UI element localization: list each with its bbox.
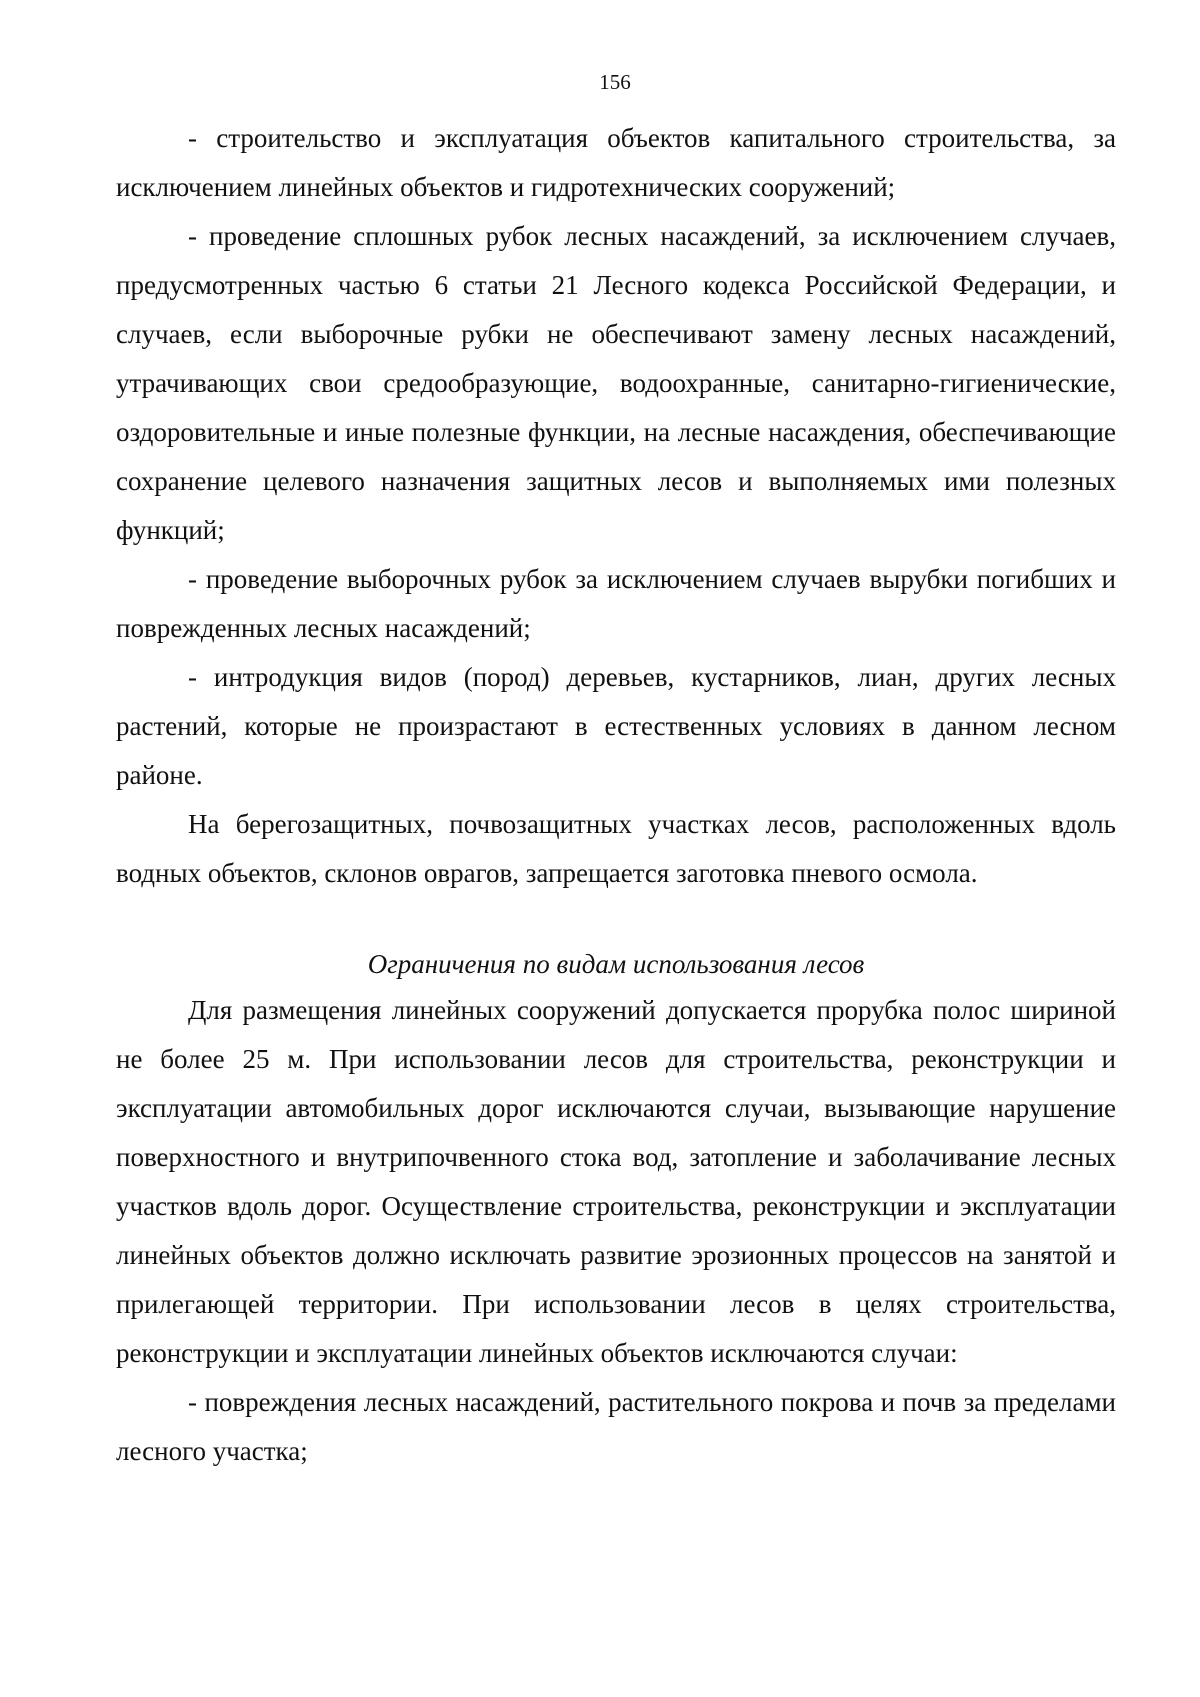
paragraph: На берегозащитных, почвозащитных участках лесов, расположенных вдоль водных объектов, склонов оврагов, запрещается заготовка пневого осмола.	[116, 809, 1116, 888]
paragraph: - проведение выборочных рубок за исключением случаев вырубки погибших и поврежденных лесных насаждений;	[116, 564, 1116, 643]
page-number: 156	[599, 70, 631, 94]
paragraph: - интродукция видов (пород) деревьев, кустарников, лиан, других лесных растений, которые не произрастают в естественных условиях в данном лесном районе.	[116, 662, 1116, 790]
document-body	[116, 114, 1116, 1476]
paragraph: - повреждения лесных насаждений, растительного покрова и почв за пределами лесного участка;	[116, 1387, 1116, 1466]
paragraph: - проведение сплошных рубок лесных насаждений, за исключением случаев, предусмотренных частью 6 статьи 21 Лесного кодекса Российской Федерации, и случаев, если выборочные рубки не обеспечивают замену лесных насаждений, утрачивающих свои средообразующие, водоохранные, санитарно-гигиенические, оздоровительные и иные полезные функции, на лесные насаждения, обеспечивающие сохранение целевого назначения защитных лесов и выполняемых ими полезных функций;	[116, 221, 1116, 545]
paragraph: Для размещения линейных сооружений допускается прорубка полос шириной не более 25 м. При использовании лесов для строительства, реконструкции и эксплуатации автомобильных дорог исключаются случаи, вызывающие нарушение поверхностного и внутрипочвенного стока вод, затопление и заболачивание лесных участков вдоль дорог. Осуществление строительства, реконструкции и эксплуатации линейных объектов должно исключать развитие эрозионных процессов на занятой и прилегающей территории. При использовании лесов в целях строительства, реконструкции и эксплуатации линейных объектов исключаются случаи:	[116, 995, 1116, 1368]
paragraph: - строительство и эксплуатация объектов капитального строительства, за исключением линейных объектов и гидротехнических сооружений;	[116, 123, 1116, 202]
section-heading: Ограничения по видам использования лесов	[367, 949, 865, 979]
